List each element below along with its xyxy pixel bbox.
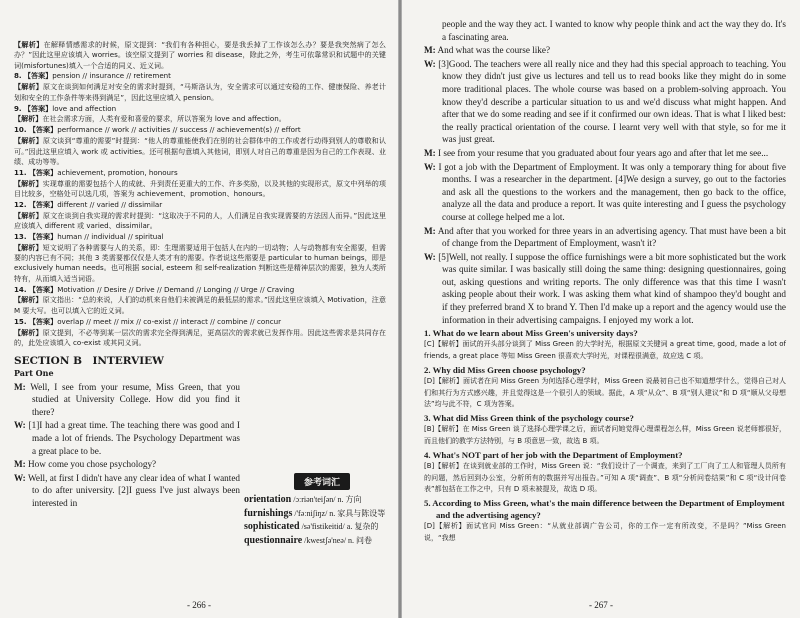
vocabulary-definition: /'fəːniʃiŋz/ n. 家具与陈设等 (294, 508, 386, 518)
dialogue-line (14, 458, 240, 471)
speaker-label: W: (424, 58, 436, 69)
dialogue-line (424, 58, 786, 146)
answer-explanation: [C]【解析】面试的开头部分谈到了 Miss Green 的大学时光，根据原文关键词 a great time, good, made a lot of friends, a great place 等知 Miss Green 很喜欢大学时光，对课程很满意，故应选 C 项。 (424, 340, 786, 361)
entry-tag: 【解析】 (14, 114, 43, 124)
entry-tag: 【答案】 (28, 231, 58, 241)
entry-text: 原文在谈到自我实现的需求时提到：“这取决于不同的人，人们满足自我实现需要的方法因人而异。”因此这里应该填入 different 或 varied、dissimilar。 (14, 210, 387, 230)
vocabulary-box (244, 472, 386, 548)
entry-tag: 【答案】 (28, 125, 58, 135)
question-number: 15. (14, 316, 27, 326)
vocabulary-definition: /sə'fistikeitid/ a. 复杂的 (301, 522, 379, 531)
page-number-right: - 267 - (589, 600, 613, 610)
vocabulary-list (244, 494, 386, 546)
vocabulary-entry (244, 535, 386, 547)
explanation-entry (14, 211, 386, 232)
vocabulary-title: 参考词汇 (294, 473, 350, 490)
entry-tag: 【解析】 (14, 242, 43, 252)
entry-tag: 【解析】 (14, 136, 43, 146)
speaker-label: M: (14, 381, 26, 392)
entry-tag: 【解析】 (14, 178, 43, 188)
dialogue-transcript-right (424, 18, 786, 326)
entry-text: overlap // meet // mix // co-exist // interact // combine // concur (57, 316, 282, 326)
entry-text: 短文说明了各种需要与人的关系，即：生理需要适用于包括人在内的一切动物；人与动物都有安全需要，但需要的内容已有不同；其他 3 类需要都仅仅是人类才有的需要。作者说这些需要是 particular to human beings，即是 exclusively human needs。也可根据 social, esteem 和 self-realization 判断这些是精神层次的需要，独为人类所特有，从而填入适当词语。 (14, 242, 387, 283)
entry-text: 在解释情感需求的时候，原文提到：“我们有各种担心，要是我丢掉了工作该怎么办？要是我突然病了怎么办？”因此这里应该填入 worries。该空原文提到了 worries 和 disease，除此之外，考生可依靠常识和试题中的关键词(misfortunes)填入一个合适的同义、近义词。 (14, 40, 387, 70)
question-number: 11. (14, 167, 27, 177)
answer-entry (14, 71, 386, 81)
answer-entry (14, 285, 386, 295)
entry-text: 原文谈到“尊重的需要”时提到：“他人的尊重能使我们在别的社会群体中的工作或者行动得到别人的尊敬和认可。”因此这里应填入 work 或 activities。还可根据句意填入其他词，即别人对自己的尊重是因为自己的工作表现、业绩、成功等等。 (14, 136, 386, 166)
dialogue-text: I see from your resume that you graduated about four years ago and after that let me see... (438, 147, 769, 158)
page-number-left: - 266 - (187, 600, 211, 610)
explanation-entry (14, 328, 386, 349)
question-text: 4. What's NOT part of her job with the Department of Employment? (424, 449, 683, 460)
speaker-label: W: (424, 251, 436, 262)
explanation-entry (14, 136, 386, 167)
section-title: SECTION B INTERVIEW (14, 355, 164, 368)
question-number: 13. (14, 231, 27, 241)
dialogue-text: I got a job with the Department of Employment. It was only a temporary thing for about five months. I was a researcher in the department. [4]We design a survey, go out to the factories and ask all the questions to the workers and the management, then go back to the office, analyze all the data and produce a report. It was quite interesting and I guess the psychology course at college helped me a lot. (438, 161, 786, 222)
entry-tag: 【答案】 (28, 167, 58, 177)
explanation-entry (14, 179, 386, 200)
dialogue-transcript-left (14, 381, 240, 510)
entry-text: love and affection (52, 103, 117, 113)
vocabulary-entry (244, 494, 386, 506)
vocabulary-word: orientation (244, 494, 292, 505)
dialogue-line (424, 18, 786, 43)
dialogue-text: Well, at first I didn't have any clear idea of what I wanted to do after university. [2]I guess I've just always been interested in (27, 472, 240, 509)
entry-tag: 【解析】 (14, 82, 43, 92)
answer-explanation: [B]【解析】在谈到就业部的工作时，Miss Green 说：“我们设计了一个调查，来到了工厂向了工人和管理人员所有的问题，然后回到办公室，分析所有的数据并写出报告。”可知 A 项“调查”、B 项“分析问卷结果”和 C 项“设计问卷表”都包括在工作之中，只有 D 项未被提及，故选 D 项。 (424, 461, 786, 494)
vocabulary-entry (244, 508, 386, 520)
left-page (0, 0, 398, 618)
part-title: Part One (14, 368, 54, 379)
question-text: 5. According to Miss Green, what's the main difference between the Department of Employment and the advertising agency? (424, 498, 785, 521)
dialogue-line (14, 472, 240, 510)
vocabulary-definition: /ɔːriən'teiʃən/ n. 方向 (293, 495, 362, 504)
entry-text: pension // insurance // retirement (52, 71, 171, 81)
entry-text: Motivation // Desire // Drive // Demand // Longing // Urge // Craving (57, 284, 295, 294)
entry-text: 原文在谈到如何满足对安全的需求时提到，“马斯洛认为，安全需求可以通过安稳的工作、健康保险、养老计划和安全的工作条件等来得到满足”，因此这里应填入 pension。 (14, 82, 387, 102)
answer-entry (14, 232, 386, 242)
speaker-label: M: (424, 225, 436, 236)
dialogue-text: people and the way they act. I wanted to know why people think and act the way they do. It's a fascinating area. (442, 19, 786, 42)
question-number: 14. (14, 284, 27, 294)
entry-text: performance // work // activities // success // achievement(s) // effort (57, 125, 301, 135)
entry-tag: 【答案】 (23, 103, 53, 113)
answer-entry (14, 317, 386, 327)
entry-tag: 【解析】 (14, 295, 43, 305)
dialogue-text: How come you chose psychology? (28, 459, 157, 470)
right-column (424, 18, 786, 546)
dialogue-text: And after that you worked for three years in an advertising agency. That must have been a bit of change from the Department of Employment, wasn't it? (437, 225, 787, 249)
question-number: 10. (14, 125, 27, 135)
question-answer-list (424, 327, 786, 545)
dialogue-line (424, 225, 786, 250)
dialogue-text: [1]I had a great time. The teaching there was good and I made a lot of friends. The Psychology Department was a great place to be. (28, 420, 240, 456)
speaker-label: M: (424, 147, 436, 158)
answer-explanation: [B]【解析】在 Miss Green 谈了选择心理学课之后，面试者问她觉得心理课程怎么样，Miss Green 说老师都很好，而且他们的教学方法特别，与 B 项意思一致，故选 B 项。 (424, 425, 786, 446)
explanation-entry (14, 114, 386, 124)
explanation-entry (14, 243, 386, 284)
speaker-label: W: (424, 161, 436, 172)
entry-tag: 【答案】 (23, 71, 53, 81)
explanation-entry (14, 40, 386, 71)
explanation-entry (14, 82, 386, 103)
entry-text: human // individual // spiritual (57, 231, 164, 241)
question-number: 8. (14, 71, 22, 81)
answer-entry (14, 104, 386, 114)
answer-entry (14, 168, 386, 178)
entry-tag: 【答案】 (28, 316, 58, 326)
speaker-label: W: (14, 420, 26, 431)
question-text: 1. What do we learn about Miss Green's university days? (424, 328, 638, 339)
dialogue-line (424, 251, 786, 327)
vocabulary-entry (244, 521, 386, 533)
right-page (402, 0, 800, 618)
vocabulary-word: questionnaire (244, 534, 303, 546)
speaker-label: M: (14, 459, 26, 470)
dialogue-line (14, 419, 240, 457)
dialogue-line (424, 161, 786, 224)
answer-explanation: [D]【解析】面试官问 Miss Green：“从就业部调广告公司，你的工作一定有所改变，不是吗？”Miss Green 说，“我想 (424, 522, 786, 543)
question-text: 2. Why did Miss Green choose psychology? (424, 364, 586, 375)
dialogue-line (424, 147, 786, 160)
vocabulary-word: furnishings (244, 507, 293, 519)
dialogue-line (14, 381, 240, 419)
entry-tag: 【答案】 (28, 199, 58, 209)
entry-text: achievement, promotion, honours (57, 167, 178, 177)
speaker-label: W: (14, 472, 26, 483)
entry-text: different // varied // dissimilar (57, 199, 163, 209)
dialogue-text: Well, I see from your resume, Miss Green, that you studied at University College. How did you find it there? (30, 381, 241, 417)
entry-tag: 【解析】 (14, 327, 43, 337)
question-text: 3. What did Miss Green think of the psychology course? (424, 413, 634, 424)
left-column (14, 40, 386, 511)
entry-text: 实现尊重的需要包括个人的成就、升到责任更重大的工作、许多奖励，以及其他的实现形式，原文中列举的项目比较多，空格处可以选几项，答案为 achievement、promotion、honours。 (14, 178, 387, 198)
answer-list (14, 40, 386, 348)
speaker-label: M: (424, 45, 436, 56)
entry-tag: 【解析】 (14, 40, 44, 49)
entry-text: 原文指出：“总的来说，人们的动机来自他们未被满足的最低层的需求。”因此这里应该填入 Motivation，注意 M 要大写。也可以填入它的近义词。 (14, 295, 386, 315)
vocabulary-definition: /kwestʃə'neə/ n. 问卷 (304, 535, 373, 545)
entry-tag: 【解析】 (14, 210, 43, 220)
dialogue-text: And what was the course like? (437, 45, 551, 56)
answer-entry (14, 125, 386, 135)
dialogue-text: [5]Well, not really. I suppose the office furnishings were a bit more sophisticated but the work was quite similar. I was basically still doing the same thing: designing questionnaires, going out, asking questions and writing reports. The only difference was that this time I wasn't asking people about their work. I was asking them what kind of shampoo they'd bought and if they preferred brand X to brand Y. Then I'd make up a report and the agency would use the information in their advertising campaigns. I enjoyed my work a lot. (438, 251, 786, 325)
dialogue-line (424, 44, 786, 57)
answer-explanation: [D]【解析】面试者在问 Miss Green 为何选择心理学时，Miss Green 说最初自己也不知道想学什么，觉得自己对人们和其行为方式感兴趣，并且觉得这是一个很引人的领域。据此，A 项“从众”、B 项“别人建议”和 D 项“顺从父母想法”均与此不符，C 项为答案。 (424, 376, 786, 409)
answer-entry (14, 200, 386, 210)
vocabulary-word: sophisticated (244, 521, 300, 532)
question-number: 12. (14, 199, 27, 209)
explanation-entry (14, 295, 386, 316)
entry-tag: 【答案】 (28, 284, 58, 294)
question-number: 9. (14, 103, 22, 113)
dialogue-text: [3]Good. The teachers were all really nice and they had this special approach to teaching. You know they didn't just give us lectures and tell us to read books like they might do in some more traditional places. The whole course was based on a problem-solving approach. You know they'd describe a particular situation to us and we'd discuss what might happen. And after that we do some reading and see if it confirmed our own ideas. That is what I liked best: the really practical orientation of the course. I learnt very well with that style, so for me it was just great. (438, 58, 786, 145)
entry-text: 原文提到，不必等到某一层次的需求完全得到满足，更高层次的需求就已发挥作用。因此这些需求是共同存在的，此处应该填入 co-exist 或其同义词。 (14, 327, 387, 347)
entry-text: 在社会需求方面，人类有爱和喜爱的要求，所以答案为 love and affection。 (42, 114, 286, 124)
